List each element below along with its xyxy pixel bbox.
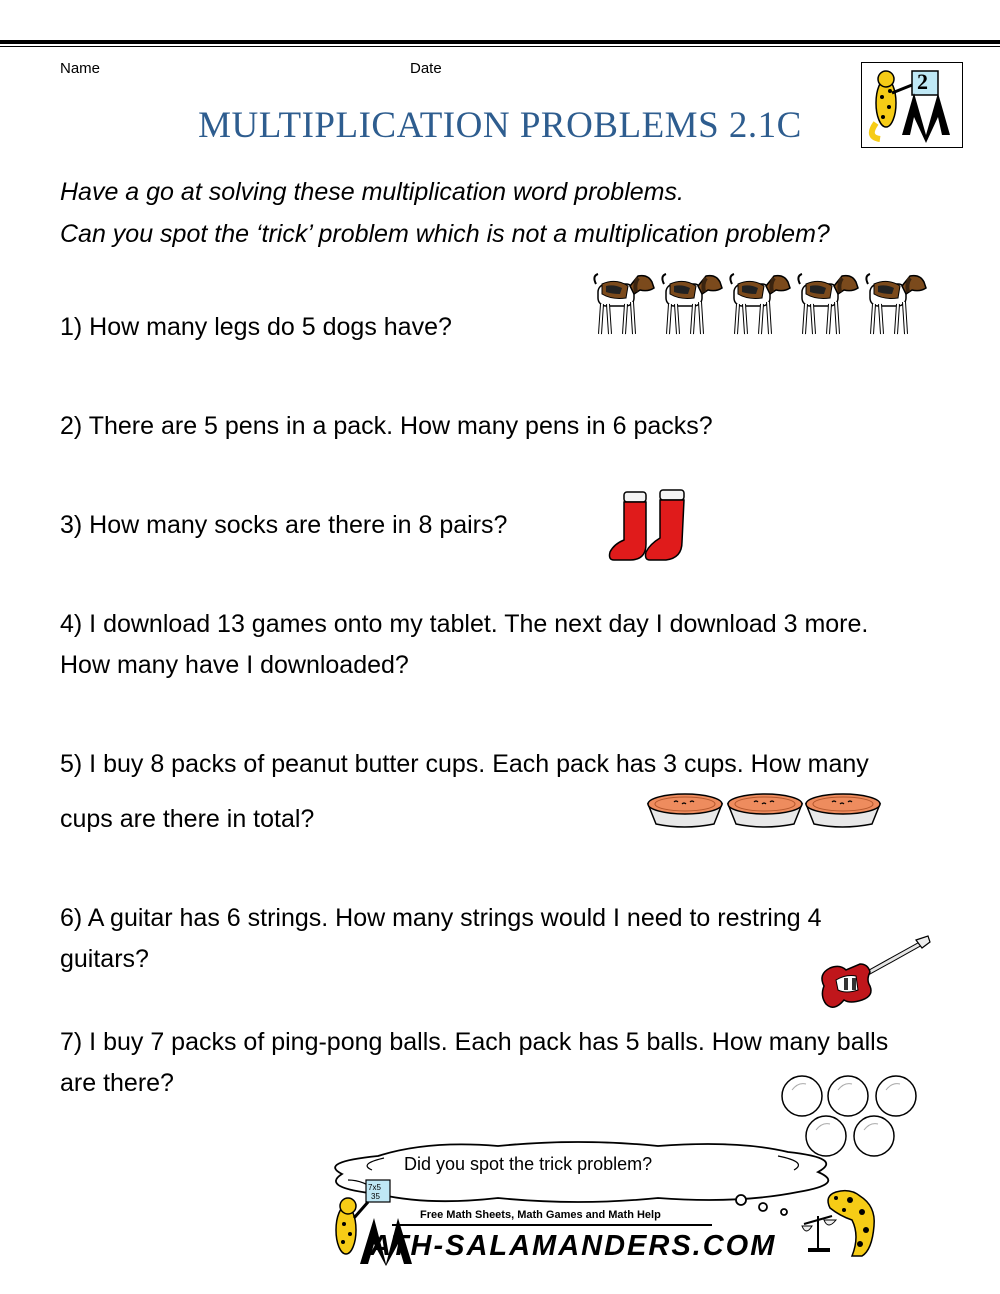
footer-rule	[392, 1224, 712, 1226]
question-2	[60, 406, 940, 447]
intro-line-1: Have a go at solving these multiplication word problems.	[60, 178, 684, 206]
pies-illustration	[646, 790, 882, 830]
question-4	[60, 604, 940, 686]
question-6-line-1: 6) A guitar has 6 strings. How many strings would I need to restring 4	[60, 904, 822, 932]
top-rule	[0, 40, 1000, 44]
question-5-line-2: cups are there in total?	[60, 805, 315, 833]
top-rule-thin	[0, 46, 1000, 47]
footer-site-name[interactable]: ATH-SALAMANDERS.COM	[370, 1230, 777, 1262]
thought-dots	[732, 1190, 792, 1218]
ball-icon	[876, 1076, 916, 1116]
grade-number: 2	[917, 69, 928, 94]
sock-icon	[646, 490, 685, 560]
footer-tagline: Free Math Sheets, Math Games and Math Help	[420, 1209, 661, 1221]
dog-icon	[866, 274, 926, 334]
guitar-icon	[816, 934, 932, 1016]
page-title: MULTIPLICATION PROBLEMS 2.1C	[198, 105, 802, 146]
dog-icon	[730, 274, 790, 334]
question-6	[60, 898, 940, 980]
pie-icon	[806, 794, 880, 827]
pie-icon	[648, 794, 722, 827]
question-7-line-2: are there?	[60, 1069, 174, 1097]
question-3	[60, 505, 940, 546]
dog-icon	[798, 274, 858, 334]
dog-icon	[594, 274, 654, 334]
question-4-line-1: 4) I download 13 games onto my tablet. The next day I download 3 more.	[60, 610, 869, 638]
sock-icon	[610, 492, 647, 560]
name-label: Name	[60, 60, 101, 77]
question-3-text: 3) How many socks are there in 8 pairs?	[60, 511, 508, 539]
bubble-text: Did you spot the trick problem?	[404, 1154, 653, 1174]
question-6-line-2: guitars?	[60, 945, 149, 973]
question-1-text: 1) How many legs do 5 dogs have?	[60, 313, 452, 341]
svg-text:35: 35	[371, 1192, 380, 1201]
grade-logo	[861, 62, 963, 148]
dogs-illustration	[592, 272, 940, 338]
date-label: Date	[410, 60, 442, 77]
question-2-text: 2) There are 5 pens in a pack. How many pens in 6 packs?	[60, 412, 713, 440]
intro-line-2: Can you spot the ‘trick’ problem which is not a multiplication problem?	[60, 220, 830, 248]
pie-icon	[728, 794, 802, 827]
salamander-logo-icon	[862, 63, 962, 147]
question-4-line-2: How many have I downloaded?	[60, 651, 409, 679]
question-7-line-1: 7) I buy 7 packs of ping-pong balls. Each pack has 5 balls. How many balls	[60, 1028, 889, 1056]
question-5-line-1: 5) I buy 8 packs of peanut butter cups. Each pack has 3 cups. How many	[60, 750, 869, 778]
salamander-scales-icon	[800, 1186, 878, 1258]
ball-icon	[782, 1076, 822, 1116]
ball-icon	[828, 1076, 868, 1116]
dog-icon	[662, 274, 722, 334]
socks-illustration	[606, 488, 690, 564]
svg-text:7x5: 7x5	[368, 1183, 381, 1192]
ball-icon	[854, 1116, 894, 1156]
